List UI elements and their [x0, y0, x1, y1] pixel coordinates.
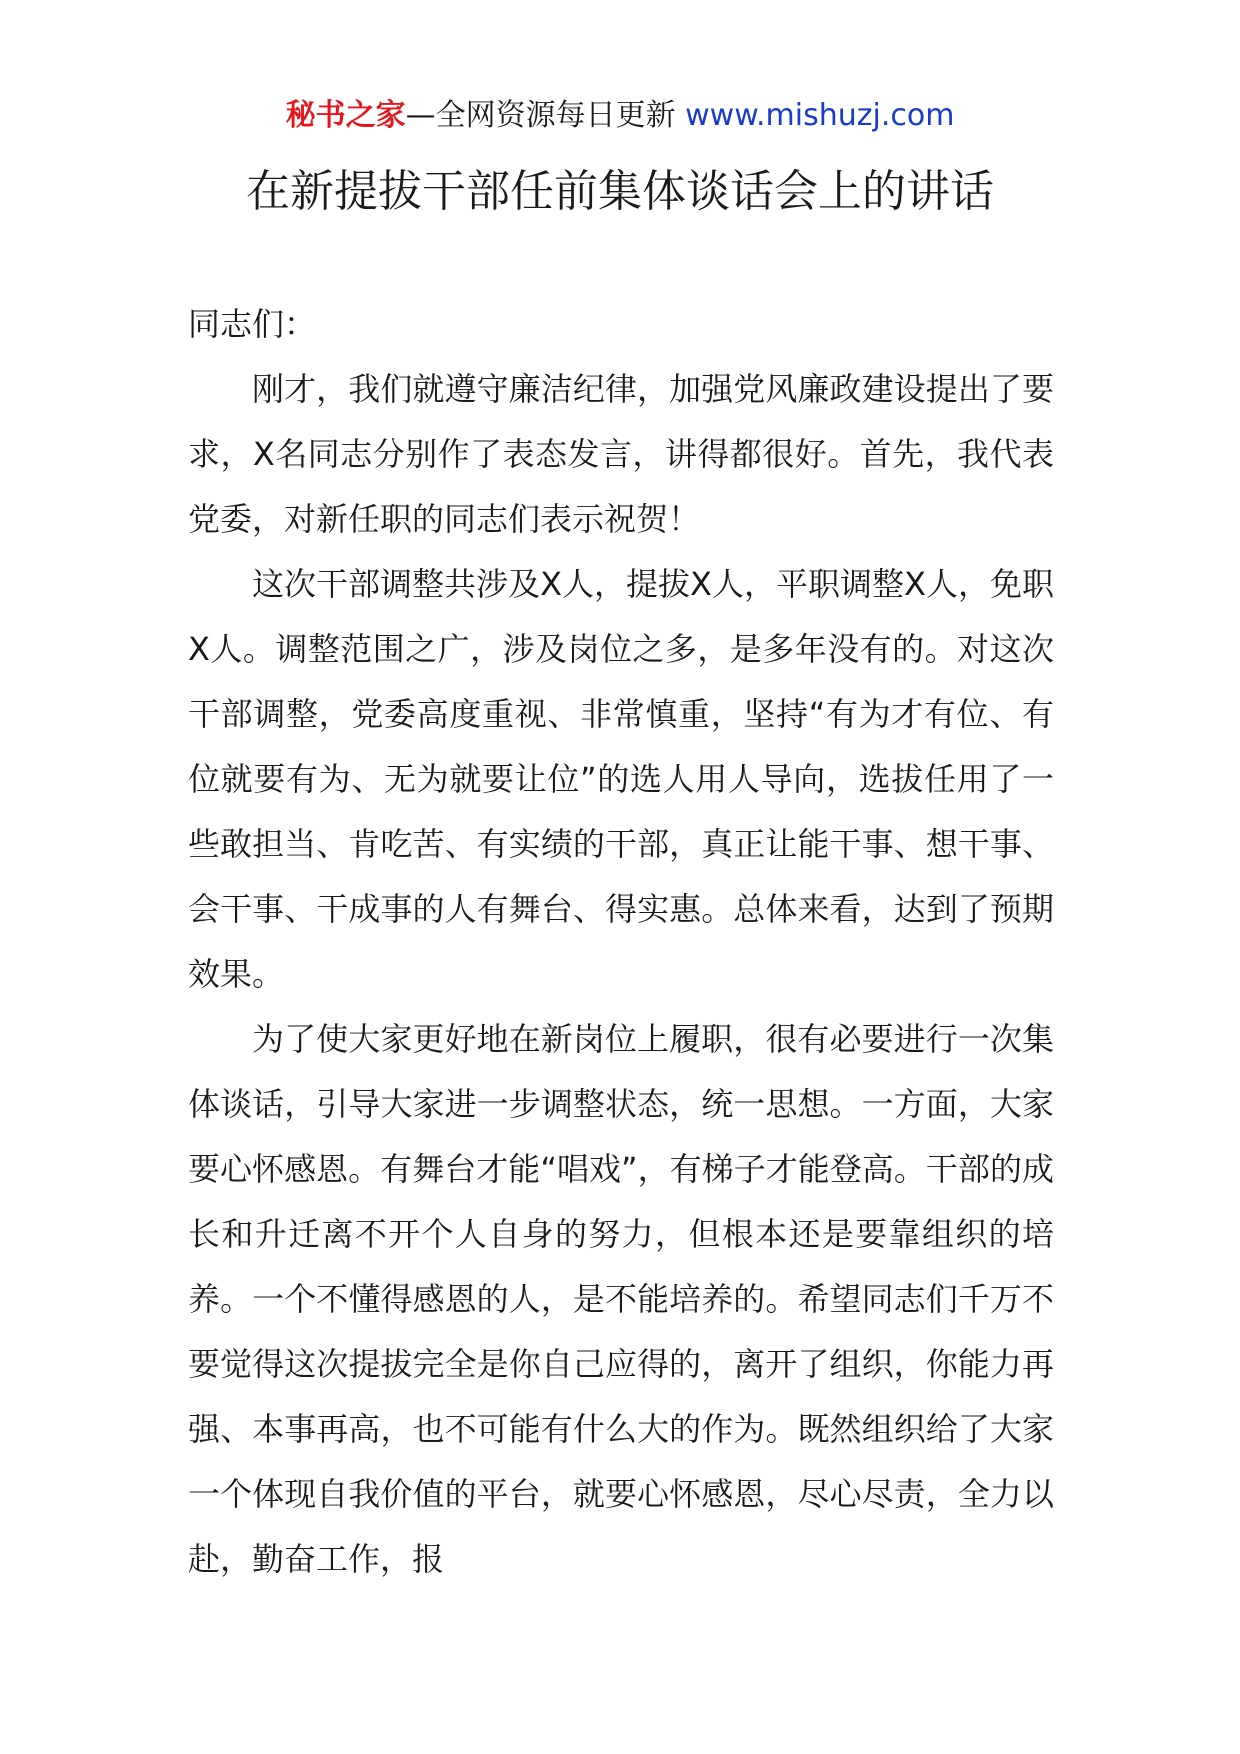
document-body — [188, 292, 1054, 1592]
brand-name: 秘书之家 — [285, 98, 406, 133]
paragraph-1: 刚才，我们就遵守廉洁纪律，加强党风廉政建设提出了要求，X名同志分别作了表态发言，讲得都很好。首先，我代表党委，对新任职的同志们表示祝贺！ — [188, 370, 1054, 538]
document-title: 在新提拔干部任前集体谈话会上的讲话 — [246, 166, 994, 217]
header-tagline: —全网资源每日更新 — [405, 98, 676, 133]
site-url-link[interactable]: www.mishuzj.com — [685, 98, 955, 133]
paragraph-3: 为了使大家更好地在新岗位上履职，很有必要进行一次集体谈话，引导大家进一步调整状态，统一思想。一方面，大家要心怀感恩。有舞台才能“唱戏”，有梯子才能登高。干部的成长和升迁离不开个人自身的努力，但根本还是要靠组织的培养。一个不懂得感恩的人，是不能培养的。希望同志们千万不要觉得这次提拔完全是你自己应得的，离开了组织，你能力再强、本事再高，也不可能有什么大的作为。既然组织给了大家一个体现自我价值的平台，就要心怀感恩，尽心尽责，全力以赴，勤奋工作，报 — [188, 1020, 1054, 1578]
watermark-header — [0, 96, 1240, 136]
paragraph-2: 这次干部调整共涉及X人，提拔X人，平职调整X人，免职X人。调整范围之广，涉及岗位之多，是多年没有的。对这次干部调整，党委高度重视、非常慎重，坚持“有为才有位、有位就要有为、无为就要让位”的选人用人导向，选拔任用了一些敢担当、肯吃苦、有实绩的干部，真正让能干事、想干事、会干事、干成事的人有舞台、得实惠。总体来看，达到了预期效果。 — [188, 565, 1054, 993]
salutation: 同志们： — [188, 305, 317, 343]
